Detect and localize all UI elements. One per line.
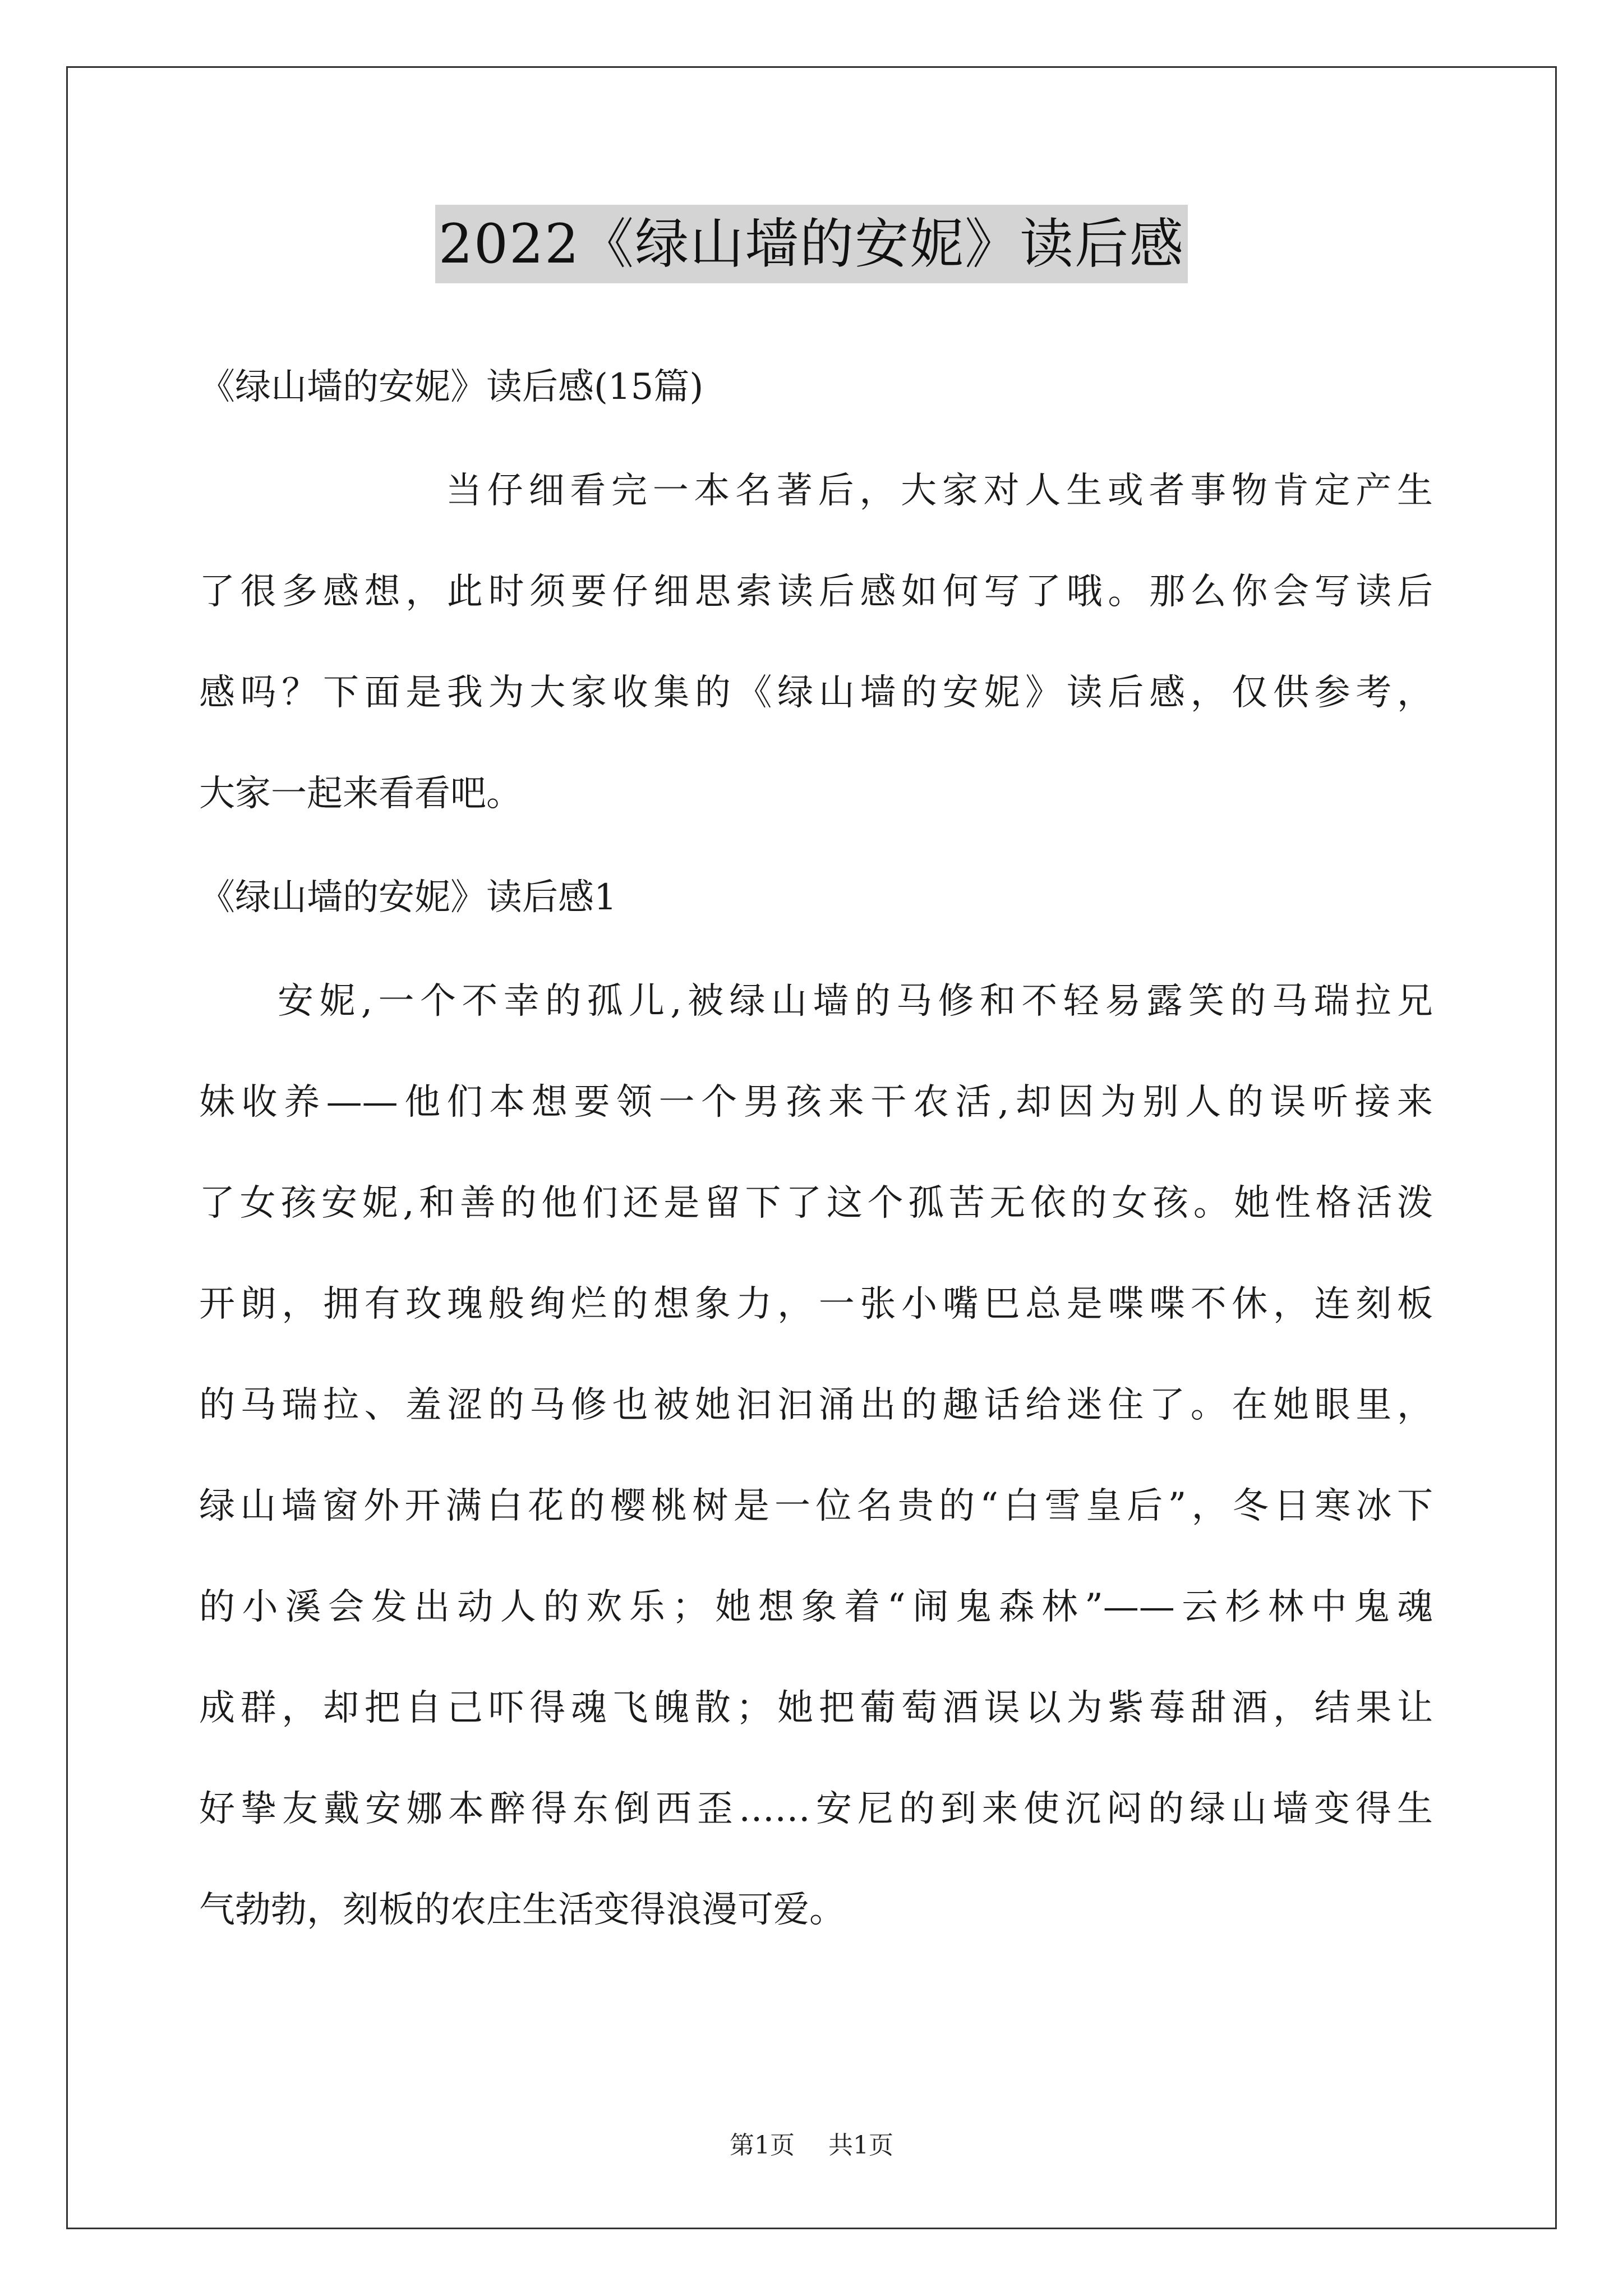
- intro-line-3: 感吗？下面是我为大家收集的《绿山墙的安妮》读后感，仅供参考，: [199, 672, 1433, 714]
- body-line-2: 妹收养——他们本想要领一个男孩来干农活,却因为别人的误听接来: [199, 1082, 1433, 1123]
- page-total: 共1页: [828, 2131, 893, 2160]
- body-line-3: 了女孩安妮,和善的他们还是留下了这个孤苦无依的女孩。她性格活泼: [199, 1182, 1433, 1224]
- page-number: 第1页: [730, 2131, 795, 2160]
- section-heading: 《绿山墙的安妮》读后感1: [199, 877, 617, 918]
- body-line-7: 的小溪会发出动人的欢乐；她想象着“闹鬼森林”——云杉林中鬼魂: [199, 1586, 1433, 1628]
- body-line-8: 成群，却把自己吓得魂飞魄散；她把葡萄酒误以为紫莓甜酒，结果让: [199, 1687, 1433, 1729]
- body-line-5: 的马瑞拉、羞涩的马修也被她汩汩涌出的趣话给迷住了。在她眼里，: [199, 1384, 1433, 1426]
- document-title: 2022《绿山墙的安妮》读后感: [435, 205, 1188, 283]
- page-footer: [0, 2129, 1623, 2162]
- intro-line-4: 大家一起来看看吧。: [199, 773, 522, 815]
- intro-line-2: 了很多感想，此时须要仔细思索读后感如何写了哦。那么你会写读后: [199, 571, 1433, 613]
- body-line-4: 开朗，拥有玫瑰般绚烂的想象力，一张小嘴巴总是喋喋不休，连刻板: [199, 1283, 1433, 1325]
- intro-line-1: 当仔细看完一本名著后，大家对人生或者事物肯定产生: [446, 470, 1433, 512]
- title-wrap: [0, 205, 1623, 283]
- document-subtitle: 《绿山墙的安妮》读后感(15篇): [199, 366, 704, 408]
- body-line-10: 气勃勃，刻板的农庄生活变得浪漫可爱。: [199, 1889, 845, 1931]
- body-line-6: 绿山墙窗外开满白花的樱桃树是一位名贵的“白雪皇后”，冬日寒冰下: [199, 1485, 1433, 1527]
- body-line-9: 好挚友戴安娜本醉得东倒西歪……安尼的到来使沉闷的绿山墙变得生: [199, 1788, 1433, 1830]
- body-line-1: 安妮,一个不幸的孤儿,被绿山墙的马修和不轻易露笑的马瑞拉兄: [278, 981, 1433, 1022]
